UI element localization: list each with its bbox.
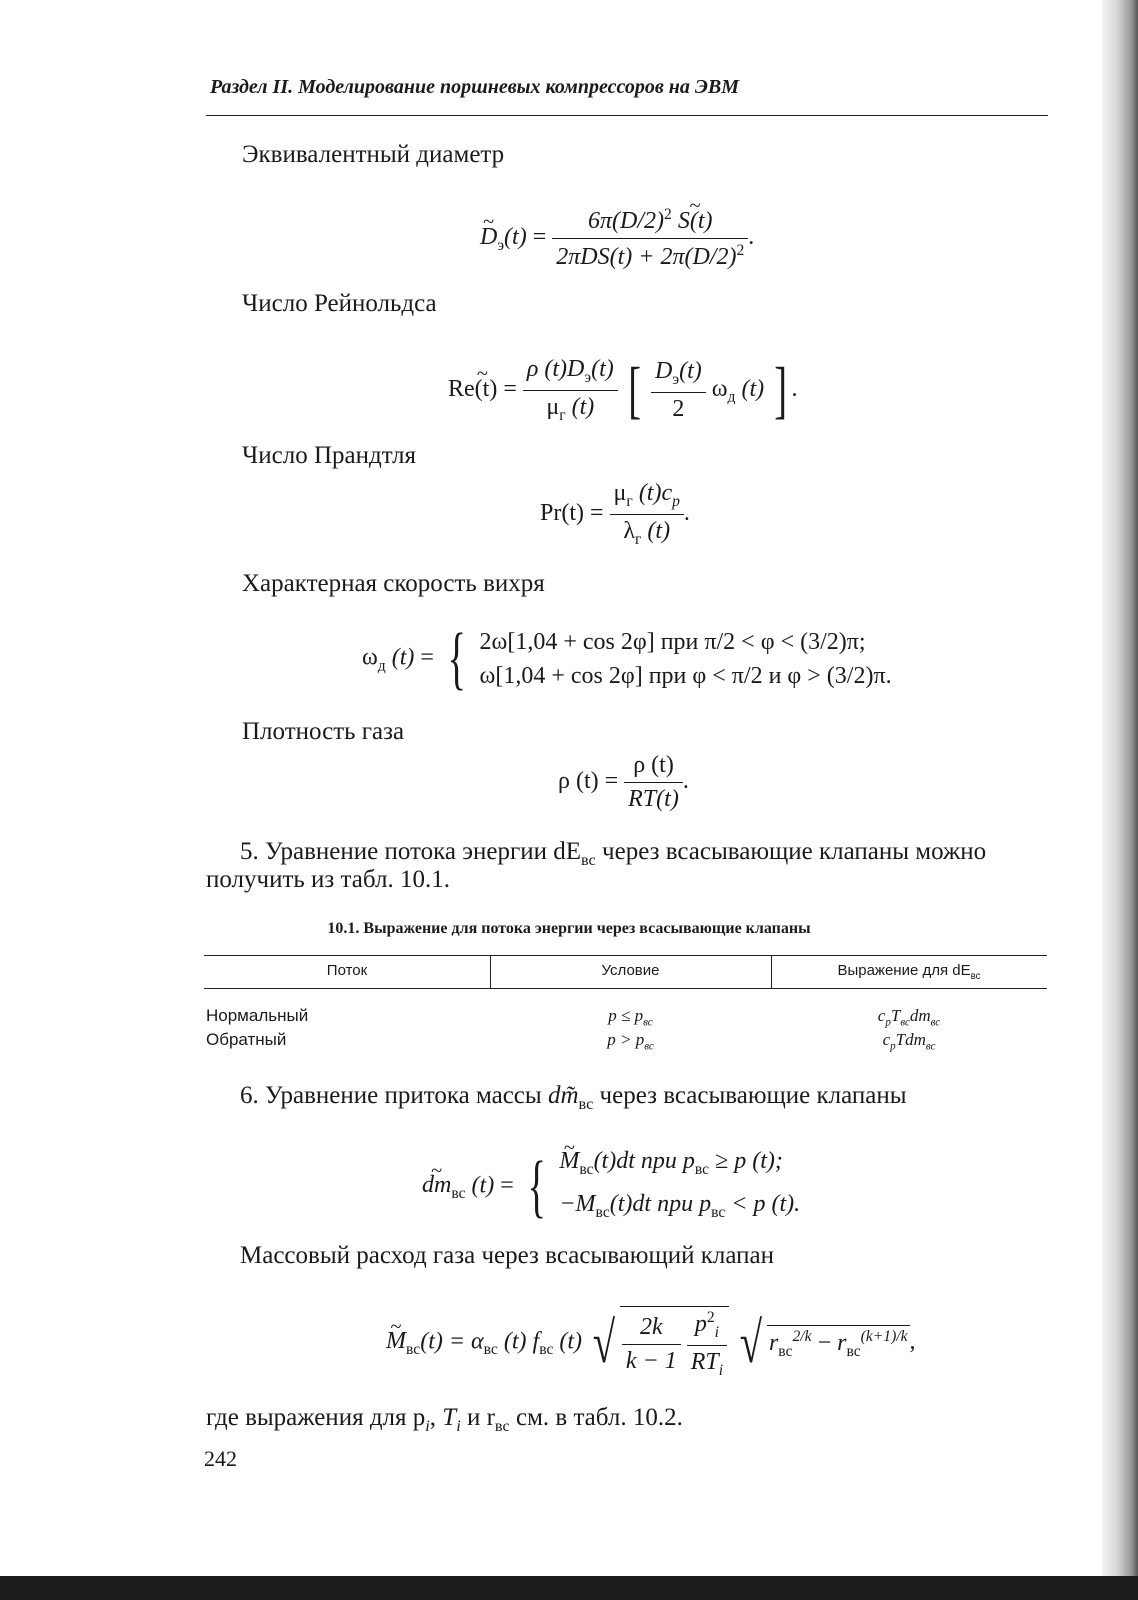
- row-1-cond: p ≤ p: [608, 1006, 644, 1025]
- header-expr-text: Выражение для dE: [837, 962, 971, 979]
- heading-gas-density: Плотность газа: [242, 718, 405, 745]
- row-1-expr-end-sub: вс: [930, 1016, 941, 1029]
- row-2-cond-sub: вс: [644, 1040, 654, 1053]
- footnote-end: см. в табл. 10.2.: [509, 1404, 683, 1431]
- pr-lhs: Pr(t) =: [540, 499, 604, 526]
- item-6-sub: вс: [578, 1095, 594, 1113]
- item-6-rest: через всасывающие клапаны: [593, 1082, 907, 1109]
- m-r-2-sub: вс: [846, 1342, 861, 1360]
- pr-den-sub: г: [635, 530, 642, 548]
- formula-gas-density: ρ (t) = $\frac{\rho (t)}{RT(t)}$ .: [558, 752, 689, 812]
- footnote-rest: и r: [460, 1404, 495, 1431]
- row-1-expr: c: [877, 1006, 886, 1025]
- pr-num-p: p: [672, 492, 680, 510]
- sqrt-1: √ $\frac{2k}{k - 1}$ $\frac{p^2_i}{RT_i}$: [588, 1306, 729, 1380]
- scan-bottom-band: [0, 1576, 1138, 1600]
- heading-vortex-speed: Характерная скорость вихря: [242, 570, 545, 597]
- formula-equivalent-diameter: ~ $D_э(t)$ = $\frac{6\pi(D/2)^2 \sim S(t)}{2\pi DS(t) + 2\pi(D/2)^2}$ .: [480, 206, 754, 271]
- dm-case-1: [559, 1144, 800, 1187]
- re-denominator: μ: [546, 393, 560, 420]
- re-bracket-den: 2: [672, 395, 685, 422]
- dekv-denominator: 2πDS(t) + 2π(D/2): [556, 244, 737, 270]
- re-lhs: ~ Re(t) =: [448, 376, 517, 403]
- dm-case-2-m: −M: [559, 1190, 596, 1217]
- omega-symbol: ω: [711, 375, 728, 402]
- rho-lhs: ρ (t) =: [558, 768, 619, 795]
- item-6-prefix: 6. Уравнение притока массы: [240, 1082, 548, 1109]
- dm-case-1-rest: (t)dt при p: [593, 1148, 695, 1174]
- m-mid-2: (t) f: [497, 1328, 540, 1355]
- header-expr-sub: вс: [970, 971, 981, 982]
- pr-denominator: λ: [623, 517, 636, 544]
- running-title: Раздел II. Моделирование поршневых компрессоров на ЭВМ: [210, 76, 740, 98]
- dm-lhs: ~ dm: [422, 1172, 451, 1199]
- footnote-text: где выражения для p: [206, 1404, 426, 1431]
- dekv-numerator: 6π(D/2): [588, 208, 665, 234]
- row-2-expr: c: [882, 1030, 891, 1049]
- item-5-sub: вс: [580, 851, 596, 869]
- row-2-cond: p > p: [607, 1030, 645, 1049]
- m-frac2-num: p: [694, 1311, 707, 1337]
- re-bracket-num: D: [655, 357, 673, 384]
- formula-vortex-speed: $\omega_д$ (t) = { 2ω[1,04 + cos 2φ] при π/2 < φ < (3/2)π; ω[1,04 + cos 2φ] при φ < π/2 и φ > (3/2)π.: [362, 620, 892, 697]
- row-1-expr-mid-sub: вс: [900, 1016, 910, 1029]
- dm-lhs-sub: вс: [451, 1185, 466, 1203]
- item-6-line: [240, 1082, 907, 1114]
- omega-sub: д: [727, 388, 736, 406]
- m-lhs-sub: вс: [406, 1341, 421, 1359]
- item-5-rest: через всасывающие клапаны можно: [595, 838, 987, 865]
- table-header-condition: Условие: [601, 962, 660, 979]
- heading-prandtl: Число Прандтля: [242, 442, 416, 469]
- m-mid-1-sub: вс: [483, 1341, 498, 1359]
- dm-case-2: [559, 1187, 800, 1230]
- row-2-expr-sub: p: [890, 1040, 896, 1053]
- m-frac2-den: RT: [690, 1348, 719, 1375]
- m-r-1-sub: вс: [778, 1342, 793, 1360]
- omega-case-1: 2ω[1,04 + cos 2φ] при π/2 < φ < (3/2)π;: [479, 629, 866, 655]
- table-row-2-condition: [490, 1030, 771, 1052]
- table-top-rule: [204, 955, 1047, 956]
- rho-denominator: RT(t): [628, 786, 679, 812]
- m-r-2: r: [837, 1329, 847, 1356]
- table-header-expression: [771, 962, 1047, 982]
- rho-numerator: ρ (t): [624, 752, 683, 783]
- item-6-var: dm̃: [547, 1082, 579, 1109]
- m-mid-1: (t) = α: [420, 1328, 484, 1355]
- dm-case-1-sub2: вс: [694, 1160, 710, 1178]
- m-exp-1: 2/k: [792, 1327, 812, 1345]
- header-rule: [206, 115, 1048, 116]
- m-lhs: ~ M: [386, 1328, 406, 1355]
- omega-lhs-sub: д: [377, 657, 386, 675]
- table-row-2-flow: Обратный: [206, 1030, 287, 1049]
- row-1-expr-end: dm: [909, 1006, 931, 1025]
- re-numerator: ρ (t)D: [526, 356, 585, 382]
- page-edge-shadow: [1102, 0, 1138, 1600]
- m-frac1-den: k − 1: [625, 1347, 677, 1374]
- row-2-expr-mid: Tdm: [895, 1030, 926, 1049]
- dm-case-2-end: < p (t).: [725, 1190, 801, 1217]
- table-title: 10.1. Выражение для потока энергии через всасывающие клапаны: [327, 920, 811, 937]
- m-tail: ,: [909, 1328, 916, 1355]
- sub-e: э: [497, 236, 505, 254]
- dm-case-1-m: ~ M: [559, 1144, 579, 1178]
- dm-case-1-sub: вс: [579, 1160, 594, 1178]
- dekv-numerator-tail: ~ S(t): [678, 208, 713, 235]
- formula-mass-inflow: ~ $dm_{вс}$ (t) = { ~ $M_{вс}(t)dt$ при $p_{вс} \ge p$ (t); $-M_{вс}(t)dt$ при $p_{вс} < p$ (t).: [422, 1144, 800, 1230]
- dm-case-1-end: ≥ p (t);: [709, 1148, 783, 1174]
- heading-equivalent-diameter: Эквивалентный диаметр: [242, 141, 505, 168]
- row-1-cond-sub: вс: [643, 1016, 653, 1029]
- formula-mass-flow: [386, 1306, 916, 1380]
- m-frac1-num: 2k: [622, 1314, 681, 1345]
- item-5-line-2: получить из табл. 10.1.: [206, 866, 450, 893]
- sqrt-2: √ $r_{вс}^{2/k} - r_{вс}^{(k+1)/k}$: [739, 1310, 908, 1376]
- page-number: 242: [204, 1446, 237, 1471]
- m-mid-2-sub: вс: [539, 1341, 554, 1359]
- item-5-text: 5. Уравнение потока энергии dE: [240, 838, 581, 865]
- pr-num-sub: г: [626, 492, 633, 510]
- table-row-1-condition: [490, 1006, 771, 1028]
- row-1-expr-mid: T: [890, 1006, 901, 1025]
- pr-num-tail: (t)c: [632, 480, 673, 506]
- m-r-1: r: [768, 1329, 779, 1356]
- row-2-expr-mid-sub: вс: [925, 1040, 936, 1053]
- var-d: ~ D: [480, 224, 497, 251]
- dm-case-2-sub2: вс: [711, 1203, 726, 1221]
- fraction-dekv: $\frac{6\pi(D/2)^2 \sim S(t)}{2\pi DS(t) + 2\pi(D/2)^2}$: [552, 206, 748, 271]
- dm-case-2-rest: (t)dt при p: [609, 1190, 712, 1217]
- pr-numerator: μ: [613, 480, 627, 506]
- footnote-line: где выражения для $p_i$, $T_i$ и $r_{вс}$ см. в табл. 10.2.: [206, 1404, 683, 1435]
- heading-reynolds: Число Рейнольдса: [242, 290, 437, 317]
- omega-case-2: ω[1,04 + cos 2φ] при φ < π/2 и φ > (3/2)π.: [479, 663, 892, 689]
- table-header-rule: [204, 988, 1047, 989]
- table-row-1-flow: Нормальный: [206, 1006, 309, 1025]
- table-row-2-expression: [771, 1030, 1047, 1052]
- dm-case-2-sub: вс: [595, 1203, 610, 1221]
- m-mid-3: (t): [553, 1328, 583, 1355]
- table-row-1-expression: [771, 1006, 1047, 1028]
- formula-prandtl: Pr(t) = $\frac{\mu_г (t)c_p}{\lambda_г (t)}$ .: [540, 480, 690, 548]
- re-den-sub: г: [559, 406, 566, 424]
- omega-lhs: ω: [362, 644, 378, 671]
- heading-mass-flow: Массовый расход газа через всасывающий клапан: [240, 1242, 774, 1269]
- row-1-expr-sub: p: [885, 1016, 891, 1029]
- formula-reynolds: ~ Re(t) = $\frac{\rho (t)D_э(t)}{\mu_г (t)}$ [ $\frac{D_э(t)}{2}$ $\omega_д$ (t) ] .: [448, 356, 797, 425]
- footnote-sub: вс: [494, 1417, 510, 1435]
- table-header-flow: Поток: [326, 962, 368, 979]
- m-exp-2: (k+1)/k: [860, 1327, 908, 1345]
